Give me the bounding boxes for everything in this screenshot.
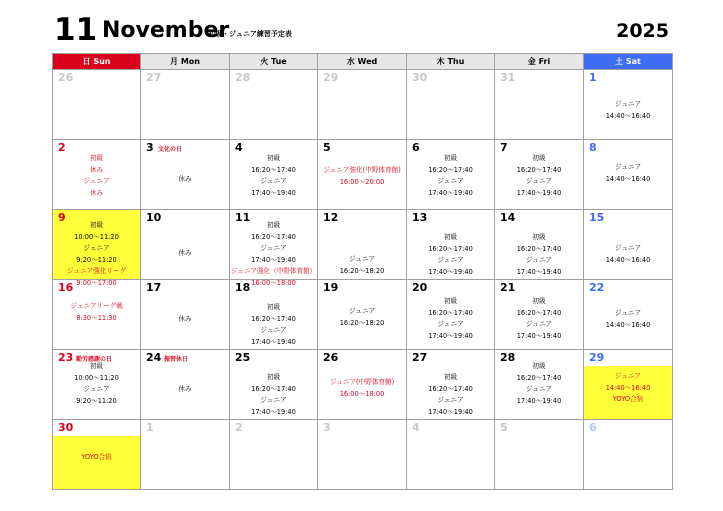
event-list: [141, 174, 229, 186]
day-cell[interactable]: [141, 350, 230, 420]
day-cell[interactable]: [407, 420, 495, 490]
day-number: 15: [589, 211, 605, 224]
day-number: 29: [589, 351, 605, 364]
event-line: 16:20〜17:40: [516, 244, 562, 253]
day-number: 7: [500, 141, 508, 154]
event-line: ジュニア: [437, 396, 464, 404]
event-line: ジュニア: [614, 309, 642, 317]
event-list: [407, 372, 494, 418]
event-line: 初級: [266, 221, 281, 229]
event-line: 16:20〜17:40: [428, 244, 473, 253]
event-list: [53, 452, 140, 464]
day-cell[interactable]: [53, 420, 141, 490]
event-list: [584, 371, 672, 406]
event-line: 初級: [532, 233, 546, 241]
day-number: 28: [235, 71, 251, 84]
day-number: 24: [146, 351, 162, 364]
event-line: 14:40〜16:40: [605, 174, 651, 183]
event-line: 16:00〜18:00: [339, 389, 385, 398]
day-number: 22: [589, 281, 605, 294]
event-line: ジュニア: [348, 307, 376, 315]
event-line: 14:40〜16:40: [605, 111, 651, 120]
day-cell[interactable]: [407, 280, 495, 350]
day-number: 2: [235, 421, 243, 434]
event-line: 休み: [178, 249, 192, 257]
day-cell[interactable]: [318, 280, 407, 350]
year-label: 2025: [616, 20, 669, 42]
month-number: 11: [54, 12, 98, 48]
event-line: ジュニア: [260, 177, 287, 185]
event-line: 10:00〜11:20: [74, 373, 119, 382]
day-cell[interactable]: [141, 280, 230, 350]
event-list: [584, 162, 672, 185]
holiday-label: 振替休日: [164, 356, 189, 363]
day-number: 27: [412, 351, 428, 364]
event-list: [230, 302, 317, 348]
event-line: ジュニアリーグ戦: [70, 302, 123, 310]
event-list: [495, 296, 583, 342]
day-number: 28: [500, 351, 516, 364]
day-cell[interactable]: [407, 210, 495, 280]
day-number: 31: [500, 71, 516, 84]
day-cell[interactable]: [318, 140, 407, 210]
event-line: ジュニア: [437, 256, 464, 264]
event-line: 17:40〜19:40: [428, 188, 473, 197]
day-cell[interactable]: [141, 70, 230, 140]
day-cell[interactable]: [584, 210, 673, 280]
day-number: 4: [412, 421, 420, 434]
day-number: 23: [58, 351, 74, 364]
day-cell[interactable]: [318, 70, 407, 140]
day-cell[interactable]: [141, 210, 230, 280]
event-line: 16:20〜17:40: [251, 384, 296, 393]
day-cell[interactable]: [53, 210, 141, 287]
day-number: 6: [589, 421, 597, 434]
weekday-header-row: [53, 54, 673, 70]
event-line: 16:20〜17:40: [428, 165, 473, 174]
event-line: 16:20〜17:40: [251, 165, 296, 174]
day-cell[interactable]: [230, 420, 318, 490]
event-line: 17:40〜19:40: [428, 331, 473, 340]
event-line: 9:00〜17:00: [76, 278, 117, 287]
day-number: 19: [323, 281, 339, 294]
event-line: 休み: [89, 188, 104, 197]
event-line: ジュニア: [525, 177, 553, 185]
event-line: ジュニア: [260, 396, 287, 404]
event-list: [53, 301, 140, 324]
calendar-grid: [52, 53, 673, 490]
day-number: 3: [146, 141, 154, 154]
event-line: 16:20〜17:40: [428, 308, 473, 317]
event-line: ジュニア強化（中野体育館）: [230, 267, 317, 275]
day-cell[interactable]: [230, 210, 318, 287]
calendar-header: [52, 8, 672, 48]
event-line: 10:00〜11:20: [74, 232, 119, 241]
event-line: 初級: [443, 297, 458, 305]
day-number: 27: [146, 71, 162, 84]
event-list: [407, 296, 494, 342]
day-number: 4: [235, 141, 243, 154]
event-line: YOYO合宿: [81, 453, 112, 461]
day-cell[interactable]: [318, 210, 407, 280]
event-line: ジュニア: [614, 244, 642, 252]
event-line: 初級: [266, 154, 281, 162]
day-cell[interactable]: [584, 420, 673, 490]
day-cell[interactable]: [53, 350, 141, 420]
event-line: 初級: [89, 362, 104, 370]
day-cell[interactable]: [495, 350, 584, 420]
event-line: 14:40〜16:40: [605, 320, 651, 329]
event-line: ジュニア: [525, 320, 553, 328]
event-line: 17:40〜19:40: [516, 267, 562, 276]
event-line: ジュニア: [260, 326, 287, 334]
event-line: 16:20〜17:40: [251, 232, 296, 241]
week-row: [53, 70, 673, 140]
day-number: 6: [412, 141, 420, 154]
event-line: 16:20〜17:40: [516, 165, 562, 174]
event-line: 休み: [178, 385, 192, 393]
calendar-subtitle: 初級・ジュニア練習予定表: [208, 30, 292, 38]
day-cell[interactable]: [53, 140, 141, 210]
event-line: ジュニア: [83, 385, 110, 393]
day-number: 30: [412, 71, 428, 84]
day-cell[interactable]: [495, 70, 584, 140]
week-row: [53, 280, 673, 350]
event-line: ジュニア: [83, 244, 110, 252]
event-line: 初級: [89, 154, 104, 162]
event-line: 16:20〜17:40: [516, 373, 562, 382]
day-number: 5: [323, 141, 331, 154]
day-number: 10: [146, 211, 162, 224]
event-line: 16:00〜18:00: [251, 278, 296, 287]
day-number: 11: [235, 211, 251, 224]
event-list: [318, 377, 406, 400]
event-list: [584, 99, 672, 122]
event-line: 休み: [178, 175, 192, 183]
event-line: 初級: [266, 373, 281, 381]
event-list: [495, 153, 583, 199]
day-cell[interactable]: [318, 420, 407, 490]
day-number: 26: [323, 351, 339, 364]
day-cell[interactable]: [584, 280, 673, 350]
weekday-mon: 月 Mon: [141, 54, 230, 70]
event-line: 17:40〜19:40: [516, 331, 562, 340]
event-line: 17:40〜19:40: [428, 407, 473, 416]
event-line: 9:20〜11:20: [76, 255, 117, 264]
day-cell[interactable]: [230, 350, 318, 420]
event-line: 17:40〜19:40: [251, 255, 296, 264]
weekday-thu: 木 Thu: [407, 54, 495, 70]
week-row: [53, 350, 673, 420]
day-number: 26: [58, 71, 74, 84]
event-line: 17:40〜19:40: [428, 267, 473, 276]
event-line: 休み: [89, 165, 104, 174]
event-line: 初級: [532, 297, 546, 305]
weekday-tue: 火 Tue: [230, 54, 318, 70]
event-list: [495, 232, 583, 278]
event-list: [318, 306, 406, 329]
day-cell[interactable]: [53, 280, 141, 350]
day-cell[interactable]: [495, 420, 584, 490]
event-list: [318, 165, 406, 188]
event-line: 17:40〜19:40: [251, 337, 296, 346]
event-line: 17:40〜19:40: [516, 396, 562, 405]
event-list: [318, 254, 406, 277]
event-line: ジュニア(中野体育館): [329, 378, 395, 386]
day-number: 17: [146, 281, 162, 294]
day-number: 2: [58, 141, 66, 154]
event-line: ジュニア: [614, 163, 642, 171]
day-number: 30: [58, 421, 74, 434]
holiday-label: 文化の日: [158, 146, 183, 153]
day-number: 29: [323, 71, 339, 84]
event-line: ジュニア: [260, 244, 287, 252]
day-cell[interactable]: [53, 70, 141, 140]
event-line: 9:20〜11:20: [76, 396, 117, 405]
event-line: 初級: [443, 233, 458, 241]
day-cell[interactable]: [584, 350, 673, 420]
weekday-fri: 金 Fri: [495, 54, 584, 70]
event-line: 16:20〜18:20: [339, 266, 385, 275]
month-name: November: [102, 18, 230, 43]
event-line: 休み: [178, 315, 192, 323]
event-line: ジュニア: [83, 177, 110, 185]
day-cell[interactable]: [230, 280, 318, 350]
event-line: ジュニア強化リーグ: [66, 267, 127, 275]
day-cell[interactable]: [495, 280, 584, 350]
event-line: 17:40〜19:40: [516, 188, 562, 197]
event-list: [495, 361, 583, 407]
day-cell[interactable]: [495, 140, 584, 210]
event-list: [141, 314, 229, 326]
day-cell[interactable]: [584, 140, 673, 210]
day-cell[interactable]: [584, 70, 673, 140]
day-number: 18: [235, 281, 251, 294]
day-cell[interactable]: [141, 420, 230, 490]
day-number: 1: [589, 71, 597, 84]
event-line: 初級: [532, 154, 546, 162]
event-list: [141, 248, 229, 260]
event-list: [407, 153, 494, 199]
day-number: 1: [146, 421, 154, 434]
event-line: 16:20〜17:40: [428, 384, 473, 393]
event-list: [53, 153, 140, 199]
event-list: [407, 232, 494, 278]
day-number: 13: [412, 211, 428, 224]
day-cell[interactable]: [141, 140, 230, 210]
event-line: 16:20〜17:40: [251, 314, 296, 323]
event-line: ジュニア: [525, 385, 553, 393]
day-number: 25: [235, 351, 251, 364]
event-line: 16:20〜17:40: [516, 308, 562, 317]
event-line: 17:40〜19:40: [251, 188, 296, 197]
day-number: 5: [500, 421, 508, 434]
event-list: [584, 243, 672, 266]
day-cell[interactable]: [407, 140, 495, 210]
weekday-sun: 日 Sun: [53, 54, 141, 70]
week-row: [53, 210, 673, 280]
event-list: [584, 308, 672, 331]
day-cell[interactable]: [230, 70, 318, 140]
event-line: 16:00〜20:00: [339, 177, 385, 186]
event-line: ジュニア: [614, 372, 642, 380]
day-cell[interactable]: [407, 350, 495, 420]
event-line: 14:40〜16:40: [605, 255, 651, 264]
day-cell[interactable]: [318, 350, 407, 420]
event-list: [230, 153, 317, 199]
event-line: 17:40〜19:40: [251, 407, 296, 416]
weekday-wed: 水 Wed: [318, 54, 407, 70]
event-line: YOYO合宿: [612, 395, 644, 403]
day-number: 8: [589, 141, 597, 154]
day-cell[interactable]: [230, 140, 318, 210]
event-line: 初級: [443, 154, 458, 162]
event-list: [141, 384, 229, 396]
event-list: [230, 372, 317, 418]
event-line: 8:30〜11:30: [76, 313, 117, 322]
day-cell[interactable]: [407, 70, 495, 140]
day-number: 3: [323, 421, 331, 434]
event-line: ジュニア: [525, 256, 553, 264]
day-number: 12: [323, 211, 339, 224]
day-number: 14: [500, 211, 516, 224]
event-list: [53, 361, 140, 407]
event-line: ジュニア: [348, 255, 376, 263]
week-row: [53, 420, 673, 490]
event-line: 初級: [266, 303, 281, 311]
week-row: [53, 140, 673, 210]
day-cell[interactable]: [495, 210, 584, 280]
event-line: 14:40〜16:40: [605, 383, 651, 392]
event-line: 初級: [443, 373, 458, 381]
event-line: 初級: [89, 221, 104, 229]
event-line: ジュニア: [614, 100, 642, 108]
holiday-label: 勤労感謝の日: [76, 356, 113, 363]
event-line: ジュニア強化(中野体育館): [323, 166, 401, 174]
day-number: 16: [58, 281, 74, 294]
day-number: 9: [58, 211, 66, 224]
event-line: 16:20〜18:20: [339, 318, 385, 327]
event-line: ジュニア: [437, 320, 464, 328]
event-line: 初級: [532, 362, 546, 370]
event-line: ジュニア: [437, 177, 464, 185]
day-number: 21: [500, 281, 516, 294]
day-number: 20: [412, 281, 428, 294]
weekday-sat: 土 Sat: [584, 54, 673, 70]
